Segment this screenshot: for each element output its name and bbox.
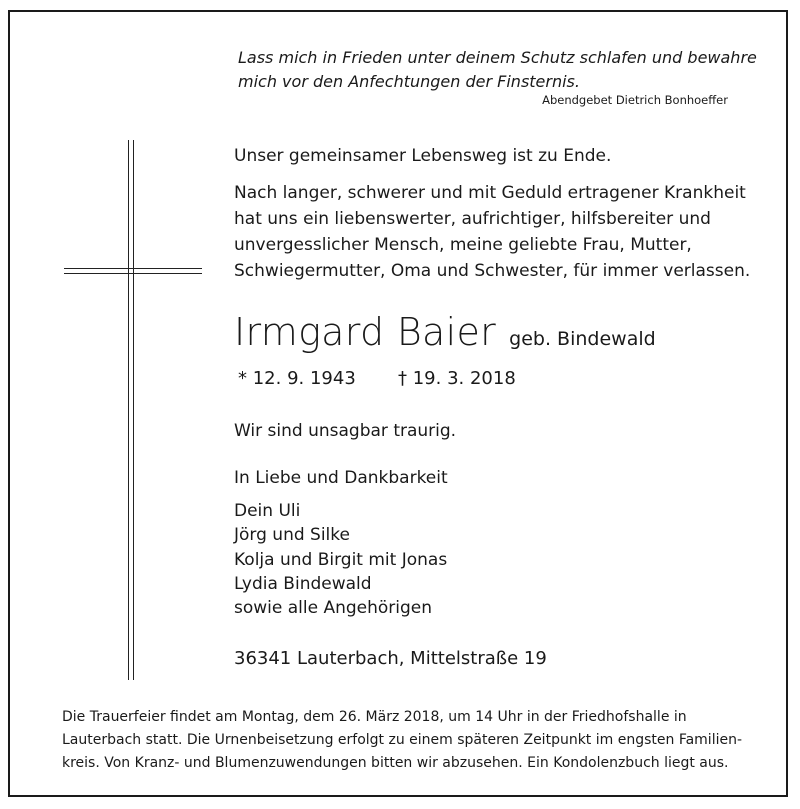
funeral-info-line: Lauterbach statt. Die Urnenbeisetzung erfolgt zu einem späteren Zeitpunkt im engsten Familien- [62, 732, 743, 748]
mourning-line: Wir sind unsagbar traurig. [234, 421, 457, 441]
family-member: Jörg und Silke [234, 525, 350, 546]
intro-paragraph [234, 180, 754, 284]
quote-line: Lass mich in Frieden unter deinem Schutz schlafen und bewahre [238, 48, 757, 67]
bible-quote [238, 46, 758, 94]
quote-line: mich vor den Anfechtungen der Finsternis. [238, 72, 580, 91]
family-member: Lydia Bindewald [234, 573, 372, 594]
maiden-name: geb. Bindewald [509, 328, 656, 350]
cross-icon-line [133, 140, 134, 680]
address: 36341 Lauterbach, Mittelstraße 19 [234, 648, 547, 669]
family-member: Kolja und Birgit mit Jonas [234, 549, 448, 570]
funeral-info-line: Die Trauerfeier findet am Montag, dem 26. März 2018, um 14 Uhr in der Friedhofshalle in [62, 709, 687, 725]
funeral-info [62, 706, 752, 775]
cross-icon [128, 140, 129, 680]
death-date: † 19. 3. 2018 [398, 368, 516, 389]
family-member: sowie alle Angehörigen [234, 598, 433, 619]
intro-first-line: Unser gemeinsamer Lebensweg ist zu Ende. [234, 146, 612, 166]
family-member: Dein Uli [234, 501, 301, 521]
intro-line: unvergesslicher Mensch, meine geliebte Frau, Mutter, [234, 235, 692, 255]
family-list [234, 499, 447, 620]
funeral-info-line: kreis. Von Kranz- und Blumenzuwendungen bitten wir abzusehen. Ein Kondolenzbuch liegt aus. [62, 755, 729, 771]
intro-line: hat uns ein liebenswerter, aufrichtiger, hilfsbereiter und [234, 209, 711, 229]
deceased-name: Irmgard Baier [234, 310, 497, 354]
deceased-name-line [234, 310, 656, 354]
cross-icon-line [64, 268, 202, 269]
intro-line: Nach langer, schwerer und mit Geduld ertragener Krankheit [234, 183, 746, 203]
intro-line: Schwiegermutter, Oma und Schwester, für immer verlassen. [234, 261, 751, 281]
cross-icon-line [64, 273, 202, 274]
birth-date: * 12. 9. 1943 [238, 368, 356, 389]
signoff-line: In Liebe und Dankbarkeit [234, 468, 448, 488]
notice-frame [8, 10, 788, 797]
quote-source: Abendgebet Dietrich Bonhoeffer [542, 93, 728, 107]
